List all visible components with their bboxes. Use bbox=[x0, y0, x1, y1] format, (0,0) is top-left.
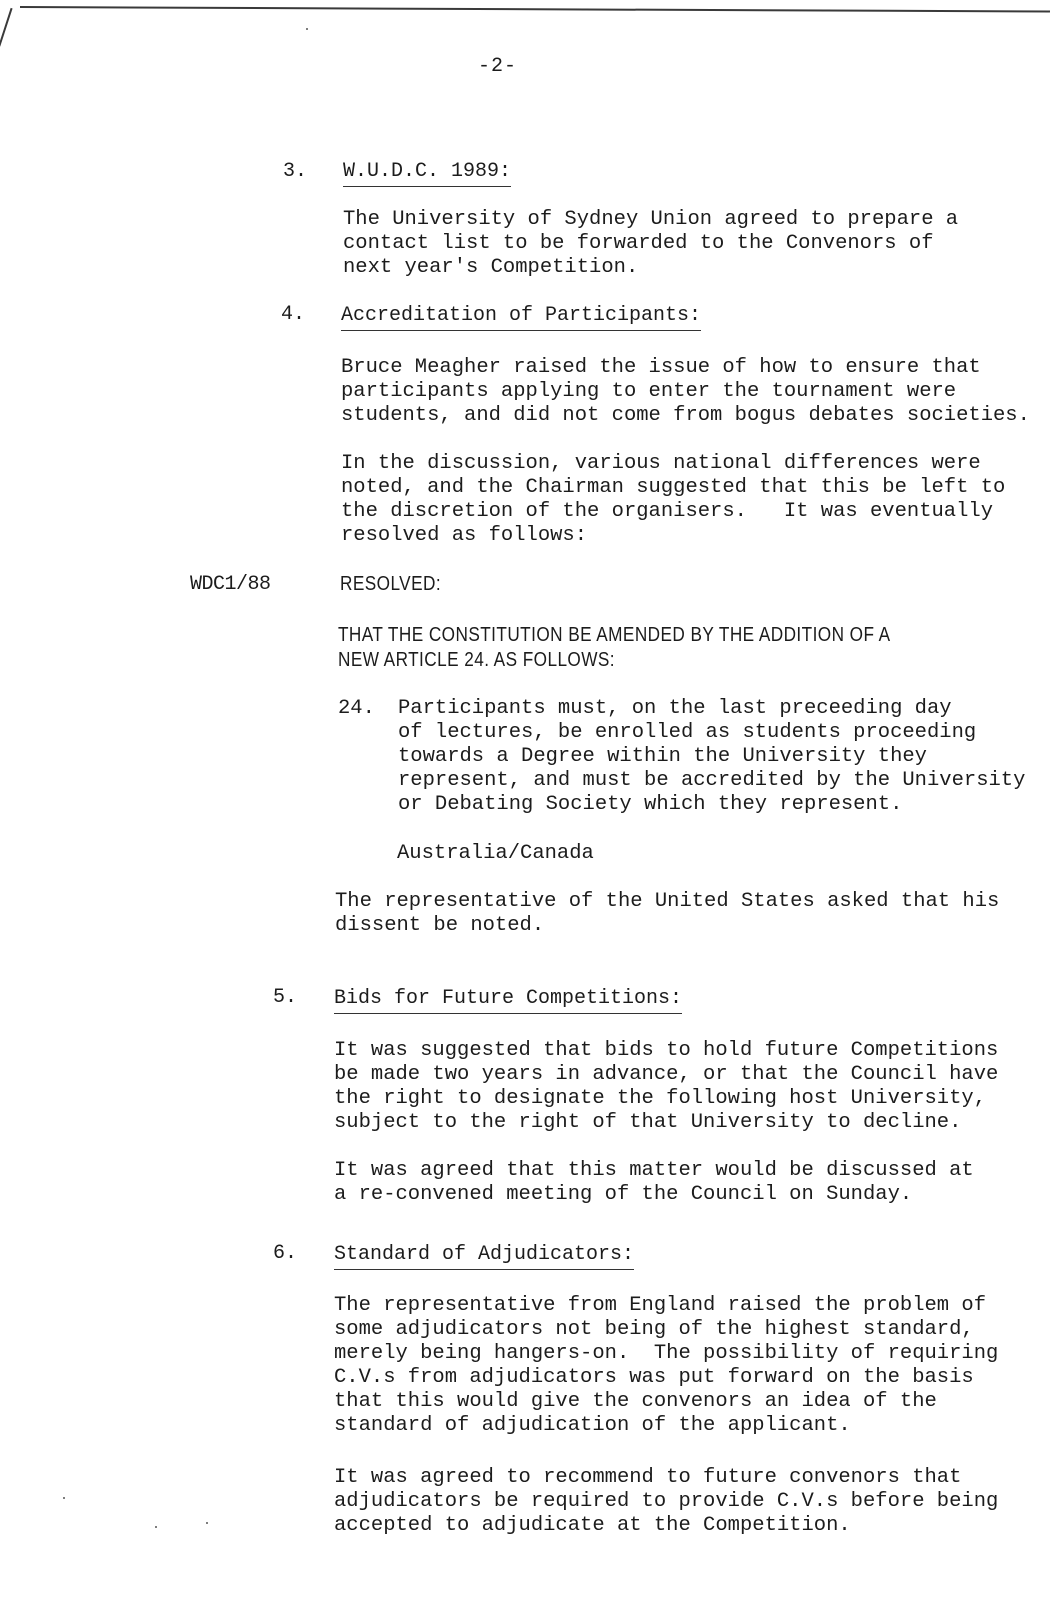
item-heading: Standard of Adjudicators: bbox=[334, 1243, 634, 1270]
item-heading: Bids for Future Competitions: bbox=[334, 987, 682, 1014]
item-number: 4. bbox=[281, 303, 306, 326]
item-number: 6. bbox=[273, 1242, 298, 1265]
item-paragraph: It was suggested that bids to hold future Competitions be made two years in advance, or that the Council have the right to designate the following host University, subject to the right of that University to decline. bbox=[334, 1039, 999, 1134]
item-paragraph: Bruce Meagher raised the issue of how to ensure that participants applying to enter the tournament were students, and did not come from bogus debates societies. bbox=[341, 356, 1030, 427]
scan-speck bbox=[155, 1526, 157, 1528]
resolution-mover: Australia/Canada bbox=[397, 842, 594, 865]
scan-speck bbox=[206, 1522, 208, 1524]
item-number: 5. bbox=[273, 986, 298, 1009]
page-number: -2- bbox=[478, 55, 518, 78]
item-paragraph: In the discussion, various national differences were noted, and the Chairman suggested that this be left to the discretion of the organisers. It was eventually resolved as follows: bbox=[341, 452, 1006, 547]
resolution-label: RESOLVED: bbox=[340, 573, 442, 595]
item-heading: Accreditation of Participants: bbox=[341, 304, 701, 331]
item-number: 3. bbox=[283, 160, 308, 183]
page-edge-mark bbox=[0, 8, 30, 52]
article-number: 24. bbox=[338, 697, 375, 720]
scan-speck bbox=[306, 28, 308, 30]
scan-speck bbox=[63, 1497, 65, 1499]
resolution-reference: WDC1/88 bbox=[190, 573, 271, 596]
resolution-dissent: The representative of the United States asked that his dissent be noted. bbox=[335, 890, 1000, 937]
item-heading: W.U.D.C. 1989: bbox=[343, 160, 511, 187]
article-text: Participants must, on the last preceeding day of lectures, be enrolled as students proceeding towards a Degree within the University they represent, and must be accredited by the University or Debating Society which they represent. bbox=[398, 697, 1026, 816]
resolution-text: THAT THE CONSTITUTION BE AMENDED BY THE ADDITION OF A NEW ARTICLE 24. AS FOLLOWS: bbox=[338, 624, 891, 671]
item-paragraph: It was agreed to recommend to future convenors that adjudicators be required to provide C.V.s before being accepted to adjudicate at the Competition. bbox=[334, 1466, 999, 1537]
item-paragraph: The representative from England raised the problem of some adjudicators not being of the highest standard, merely being hangers-on. The possibility of requiring C.V.s from adjudicators was put forward on the basis that this would give the convenors an idea of the standard of adjudication of the applicant. bbox=[334, 1294, 999, 1437]
item-paragraph: The University of Sydney Union agreed to prepare a contact list to be forwarded to the Convenors of next year's Competition. bbox=[343, 208, 959, 279]
item-paragraph: It was agreed that this matter would be discussed at a re-convened meeting of the Council on Sunday. bbox=[334, 1159, 974, 1206]
page-edge-line bbox=[20, 6, 1050, 12]
